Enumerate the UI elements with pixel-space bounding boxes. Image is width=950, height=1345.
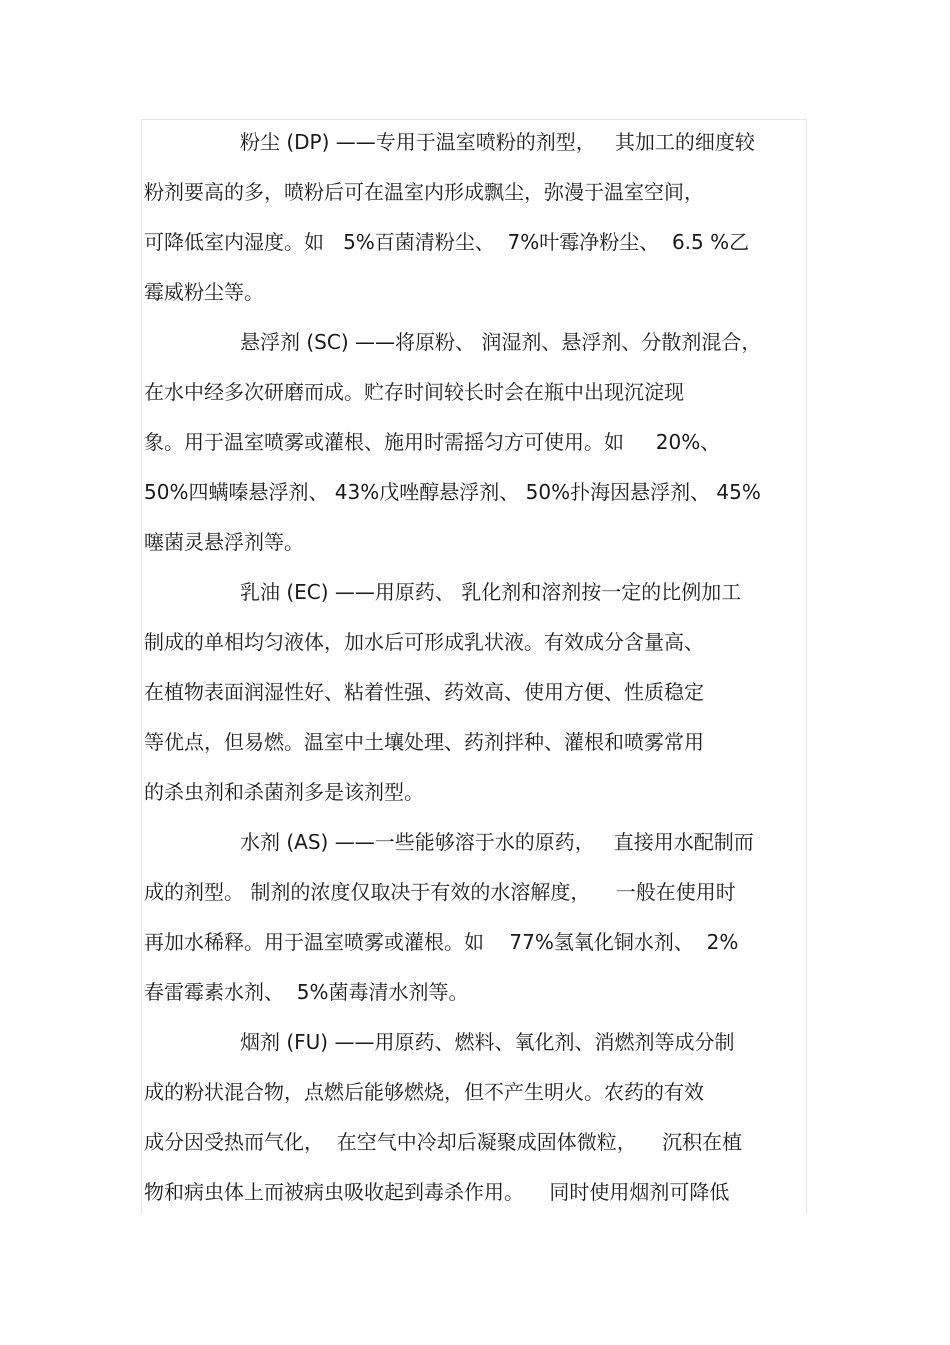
paragraph-as-line-2: 成的剂型。 制剂的浓度仅取决于有效的水溶解度， 一般在使用时 bbox=[144, 880, 736, 904]
paragraph-fu-line-4: 物和病虫体上而被病虫吸收起到毒杀作用。 同时使用烟剂可降低 bbox=[144, 1180, 730, 1204]
paragraph-ec-line-4: 等优点，但易燃。温室中土壤处理、药剂拌种、灌根和喷雾常用 bbox=[144, 730, 704, 754]
paragraph-ec-line-3: 在植物表面润湿性好、粘着性强、药效高、使用方便、性质稳定 bbox=[144, 680, 704, 704]
paragraph-dp-line-3: 可降低室内湿度。如 5%百菌清粉尘、 7%叶霉净粉尘、 6.5 %乙 bbox=[144, 230, 750, 254]
paragraph-as-line-1: 水剂 (AS) ——一些能够溶于水的原药， 直接用水配制而 bbox=[240, 830, 754, 854]
paragraph-ec-line-5: 的杀虫剂和杀菌剂多是该剂型。 bbox=[144, 780, 424, 804]
paragraph-fu-line-1: 烟剂 (FU) ——用原药、燃料、氧化剂、消燃剂等成分制 bbox=[240, 1030, 735, 1054]
paragraph-as-line-3: 再加水稀释。用于温室喷雾或灌根。如 77%氢氧化铜水剂、 2% bbox=[144, 930, 739, 954]
paragraph-sc-line-3: 象。用于温室喷雾或灌根、施用时需摇匀方可使用。如 20%、 bbox=[144, 430, 721, 454]
paragraph-fu-line-2: 成的粉状混合物，点燃后能够燃烧，但不产生明火。农药的有效 bbox=[144, 1080, 704, 1104]
paragraph-ec-line-2: 制成的单相均匀液体，加水后可形成乳状液。有效成分含量高、 bbox=[144, 630, 704, 654]
paragraph-sc-line-2: 在水中经多次研磨而成。贮存时间较长时会在瓶中出现沉淀现 bbox=[144, 380, 684, 404]
paragraph-sc-line-4: 50%四螨嗪悬浮剂、 43%戊唑醇悬浮剂、 50%扑海因悬浮剂、 45% bbox=[144, 480, 761, 504]
paragraph-dp-line-4: 霉威粉尘等。 bbox=[144, 280, 264, 304]
paragraph-dp-line-2: 粉剂要高的多，喷粉后可在温室内形成飘尘，弥漫于温室空间， bbox=[144, 180, 704, 204]
paragraph-sc-line-1: 悬浮剂 (SC) ——将原粉、 润湿剂、悬浮剂、分散剂混合， bbox=[240, 330, 762, 354]
paragraph-as-line-4: 春雷霉素水剂、 5%菌毒清水剂等。 bbox=[144, 980, 469, 1004]
paragraph-dp-line-1: 粉尘 (DP) ——专用于温室喷粉的剂型， 其加工的细度较 bbox=[240, 130, 755, 154]
paragraph-ec-line-1: 乳油 (EC) ——用原药、 乳化剂和溶剂按一定的比例加工 bbox=[240, 580, 742, 604]
paragraph-fu-line-3: 成分因受热而气化， 在空气中冷却后凝聚成固体微粒， 沉积在植 bbox=[144, 1130, 743, 1154]
paragraph-sc-line-5: 噻菌灵悬浮剂等。 bbox=[144, 530, 304, 554]
